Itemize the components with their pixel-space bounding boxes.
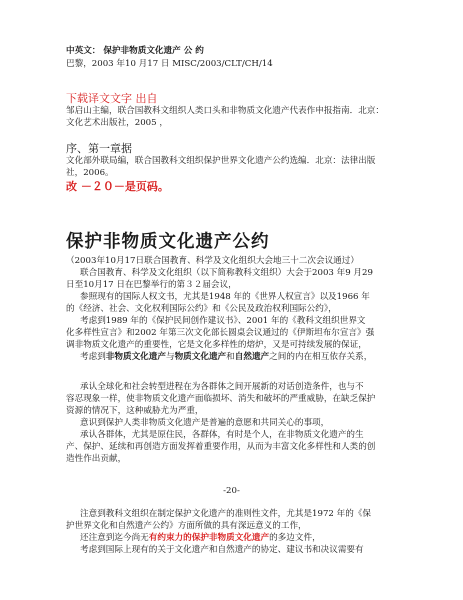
citation-line-3: 文化部外联局编，联合国教科文组织保护世界文化遗产公约选编．北京：法律出版: [66, 156, 376, 166]
document-title: 保护非物质文化遗产公约: [66, 232, 270, 252]
red-line-pre: 还注意到迄今尚无: [80, 533, 149, 543]
doc-line-17: 护世界文化和自然遗产公约》方面所做的具有深远意义的工作，: [66, 521, 307, 531]
reference-line: 巴黎，2003 年10 月17 日 MISC/2003/CLT/CH/14: [66, 59, 273, 69]
citation-line-4: 社，2006。: [66, 168, 114, 178]
red-line-highlight: 有约束力的保护非物质文化遗产: [148, 533, 270, 543]
doc-line-11: 资源的情况下，这种威胁尤为严重，: [66, 406, 204, 416]
citation-line-2: 文化艺术出版社，2005 ，: [66, 118, 168, 128]
emph-post: 之间的内在相互依存关系，: [269, 352, 373, 362]
emph-intangible: 非物质文化遗产: [105, 352, 166, 362]
page-number-note: 改 －２０－是页码。: [66, 180, 169, 193]
doc-line-5: 的《经济、社会、文化权利国际公约》和《公民及政治权利国际公约》，: [66, 304, 337, 314]
doc-line-1: （2003年10月17日联合国教育、科学及文化组织大会地三十二次会议通过）: [66, 256, 359, 266]
doc-line-13: 承认各群体，尤其是原住民，各群体，有时是个人，在非物质文化遗产的生: [80, 430, 364, 440]
emph-mid1: 与: [165, 352, 175, 362]
doc-line-12: 意识到保护人类非物质文化遗产是普遍的意愿和共同关心的事项，: [80, 418, 330, 428]
emph-pre: 考虑到: [80, 352, 106, 362]
doc-line-7: 化多样性宣言》和2002 年第三次文化部长圆桌会议通过的《伊斯坦布尔宣言》强: [66, 328, 375, 338]
doc-line-6: 考虑到1989 年的《保护民间创作建议书》、2001 年的《教科文组织世界文: [80, 316, 366, 326]
doc-line-emphasis: [80, 352, 420, 363]
doc-line-last: 考虑到国际上现有的关于文化遗产和自然遗产的协定、建议书和决议需要有: [80, 545, 364, 555]
emph-natural: 自然遗产: [234, 352, 270, 362]
emph-mid2: 和: [226, 352, 235, 362]
citation-line-1: 邹启山主编，联合国教科文组织人类口头和非物质文化遗产代表作申报指南．北京：: [66, 106, 384, 116]
red-line-post: 的多边文件，: [269, 533, 321, 543]
page-number: -20-: [223, 486, 240, 496]
emph-tangible: 物质文化遗产: [174, 352, 227, 362]
doc-line-9: 承认全球化和社会转型进程在为各群体之间开展新的对话创造条件，也与不: [80, 382, 364, 392]
doc-line-4: 参照现有的国际人权文书，尤其是1948 年的《世界人权宣言》以及1966 年: [80, 292, 370, 302]
doc-line-16: 注意到教科文组织在制定保护文化遗产的准则性文件，尤其是1972 年的《保: [80, 509, 372, 519]
doc-line-3: 日至10月17 日在巴黎举行的第３２届会议，: [66, 280, 237, 290]
doc-line-2: 联合国教育、科学及文化组织（以下简称教科文组织）大会于2003 年9 月29: [80, 268, 373, 278]
doc-line-14: 产、保护、延续和再创造方面发挥着重要作用，从而为丰富文化多样性和人类的创: [66, 442, 376, 452]
doc-line-red: [80, 533, 420, 544]
doc-line-10: 容忍现象一样，使非物质文化遗产面临损坏、消失和破坏的严重威胁，在缺乏保护: [66, 394, 376, 404]
doc-line-15: 造性作出贡献，: [66, 454, 127, 464]
bilingual-title-line: 中英文： 保护非物质文化遗产 公 约: [66, 46, 204, 56]
doc-line-8: 调非物质文化遗产的重要性，它是文化多样性的熔炉，又是可持续发展的保证，: [66, 340, 367, 350]
chapter-heading: 序、第一章据: [66, 142, 132, 155]
source-heading: 下载译文文字 出自: [66, 92, 158, 105]
